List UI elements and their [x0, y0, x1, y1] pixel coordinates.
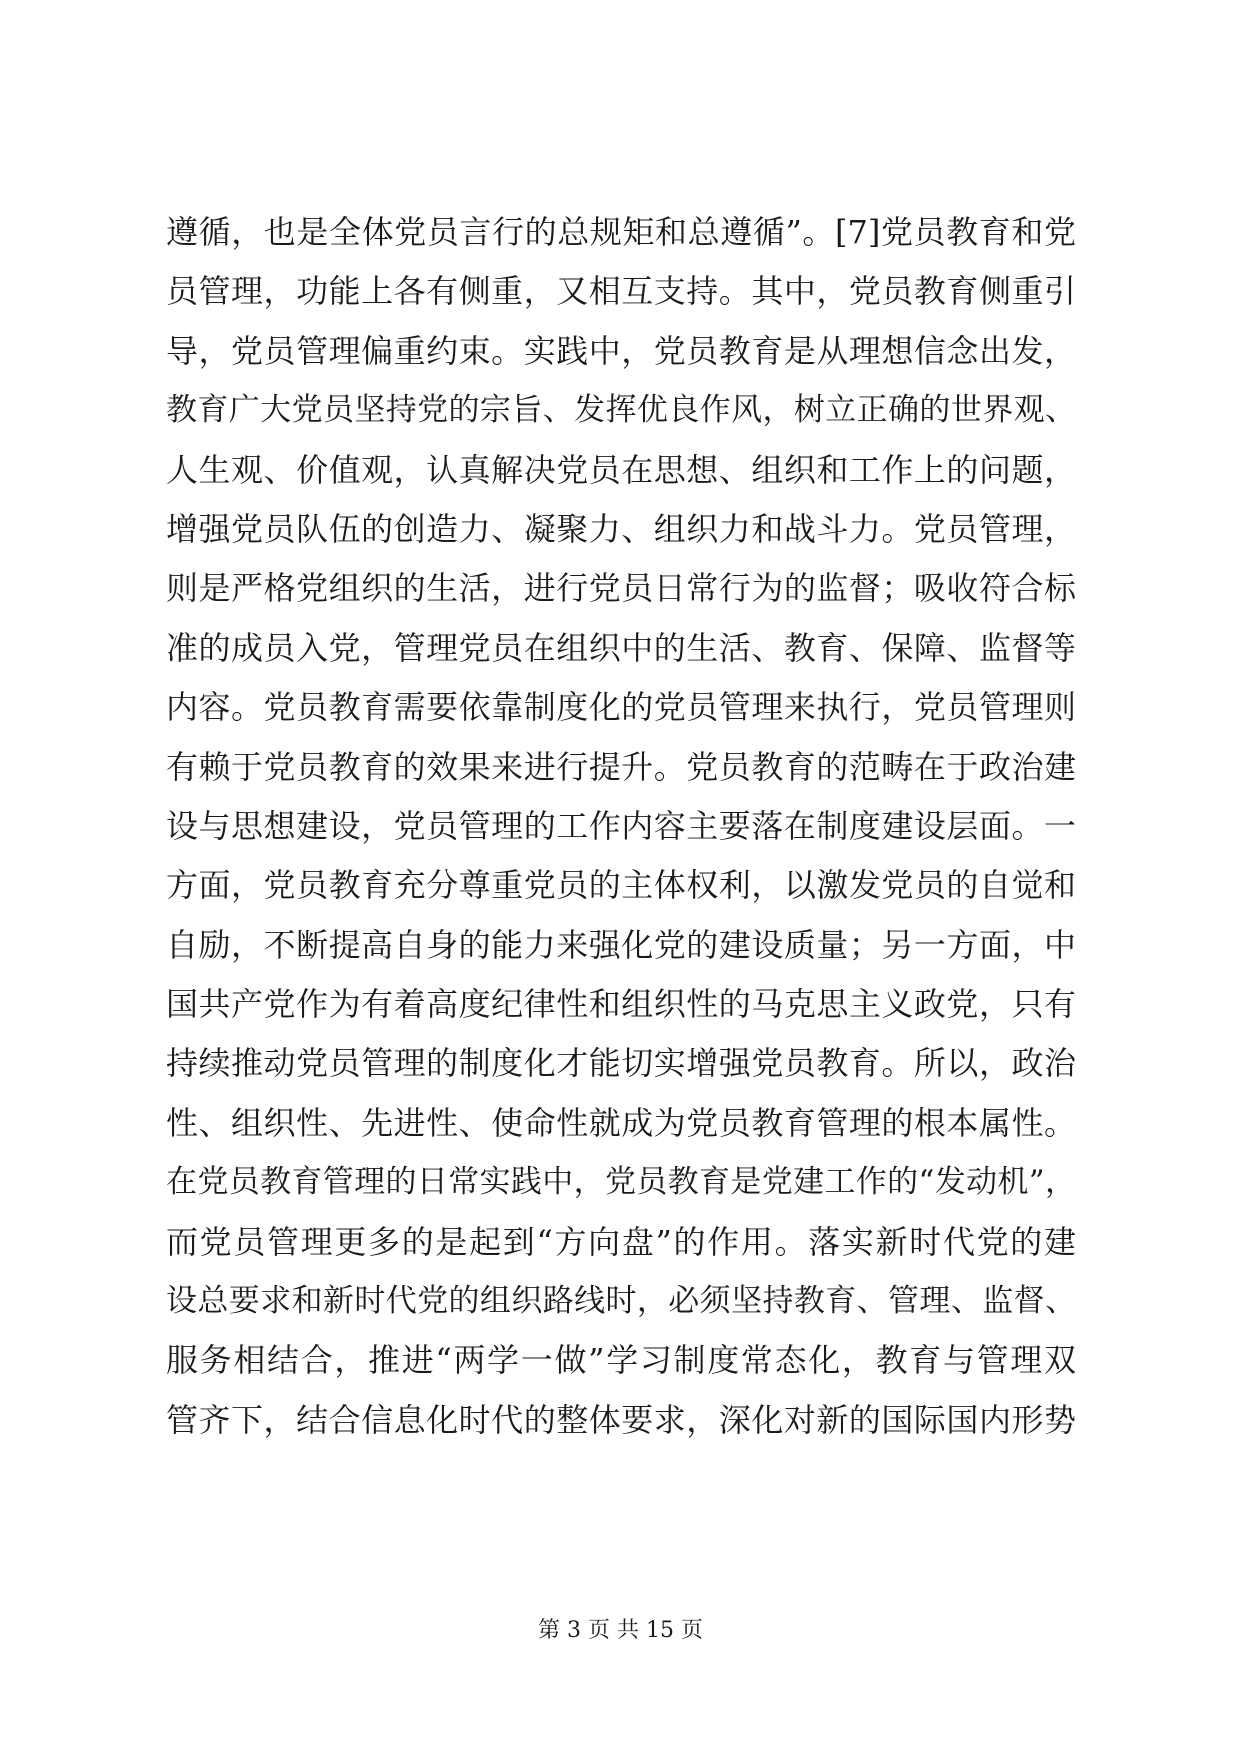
text-line: 自励，不断提高自身的能力来强化党的建设质量；另一方面，中: [166, 925, 1076, 964]
text-line: 人生观、价值观，认真解决党员在思想、组织和工作上的问题，: [166, 450, 1076, 489]
text-line: 则是严格党组织的生活，进行党员日常行为的监督；吸收符合标: [166, 569, 1076, 608]
body-text: [166, 203, 1076, 1450]
text-line: 遵循，也是全体党员言行的总规矩和总遵循”。[7]党员教育和党: [166, 213, 1076, 251]
text-line: 增强党员队伍的创造力、凝聚力、组织力和战斗力。党员管理，: [166, 509, 1076, 548]
text-line: 有赖于党员教育的效果来进行提升。党员教育的范畴在于政治建: [166, 747, 1076, 786]
text-line: 而党员管理更多的是起到“方向盘”的作用。落实新时代党的建: [166, 1222, 1076, 1261]
text-line: 方面，党员教育充分尊重党员的主体权利，以激发党员的自觉和: [166, 866, 1076, 905]
text-line: 性、组织性、先进性、使命性就成为党员教育管理的根本属性。: [166, 1103, 1076, 1142]
text-line: 服务相结合，推进“两学一做”学习制度常态化，教育与管理双: [166, 1341, 1076, 1380]
text-line: 在党员教育管理的日常实践中，党员教育是党建工作的“发动机”，: [166, 1164, 1076, 1201]
page-footer: 第 3 页 共 15 页: [538, 1618, 703, 1643]
text-line: 设总要求和新时代党的组织路线时，必须坚持教育、管理、监督、: [166, 1283, 1076, 1320]
text-line: 导，党员管理偏重约束。实践中，党员教育是从理想信念出发，: [166, 331, 1076, 370]
text-line: 国共产党作为有着高度纪律性和组织性的马克思主义政党，只有: [166, 985, 1076, 1024]
text-line: 管齐下，结合信息化时代的整体要求，深化对新的国际国内形势: [166, 1400, 1076, 1439]
text-line: 持续推动党员管理的制度化才能切实增强党员教育。所以，政治: [166, 1044, 1076, 1083]
text-line: 设与思想建设，党员管理的工作内容主要落在制度建设层面。一: [166, 806, 1076, 845]
text-line: 员管理，功能上各有侧重，又相互支持。其中，党员教育侧重引: [166, 272, 1076, 311]
text-line: 教育广大党员坚持党的宗旨、发挥优良作风，树立正确的世界观、: [166, 392, 1076, 429]
text-line: 准的成员入党，管理党员在组织中的生活、教育、保障、监督等: [166, 628, 1076, 667]
text-line: 内容。党员教育需要依靠制度化的党员管理来执行，党员管理则: [166, 688, 1076, 727]
